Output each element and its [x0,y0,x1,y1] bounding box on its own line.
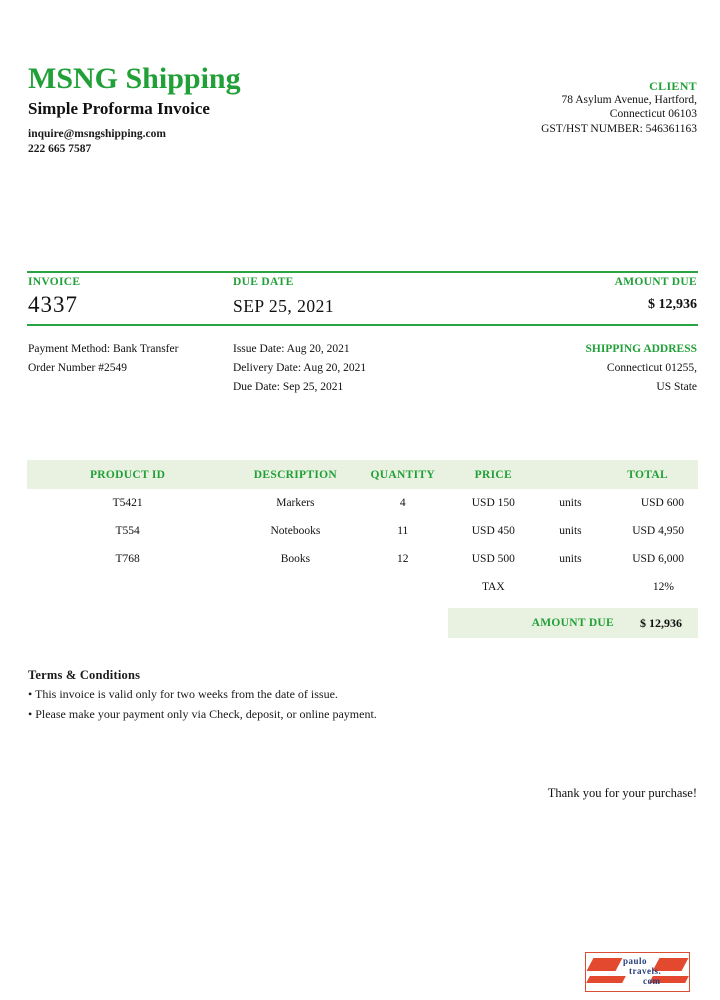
paulo-travels-logo [585,952,690,992]
cell-price: USD 500 [471,553,515,565]
cell-description: Notebooks [270,525,321,537]
column-header-price: PRICE [474,468,512,481]
tax-label: TAX [481,581,505,593]
table-row [27,489,698,517]
logo-stripe-icon [586,976,626,983]
shipping-address-line2: US State [656,381,697,393]
thank-you-message: Thank you for your purchase! [547,786,697,800]
logo-text-line: travels. [629,966,662,976]
items-table [27,460,698,638]
amount-due-band-value: $ 12,936 [639,616,682,630]
summary-divider-top [27,271,698,273]
issue-date: Issue Date: Aug 20, 2021 [233,343,350,355]
cell-product-id: T554 [115,525,140,537]
table-header-row [27,460,698,489]
cell-quantity: 4 [399,497,406,509]
invoice-type-subtitle: Simple Proforma Invoice [28,99,210,118]
order-number: Order Number #2549 [28,362,128,374]
terms-item: • Please make your payment only via Check, deposit, or online payment. [28,707,377,721]
logo-stripe-icon [587,958,623,971]
logo-text-line: com [643,976,661,986]
summary-divider-bottom [27,324,698,326]
date-details [233,340,366,397]
company-name: MSNG Shipping [28,62,241,95]
cell-price: USD 150 [471,497,515,509]
amount-due-band-label: AMOUNT DUE [531,617,615,629]
invoice-number: 4337 [28,292,78,317]
cell-product-id: T768 [115,553,140,565]
amount-due-label: AMOUNT DUE [614,276,697,288]
client-address-line1: 78 Asylum Avenue, Hartford, [561,94,697,106]
amount-due-value: $ 12,936 [648,297,697,312]
table-row [27,517,698,545]
due-date-detail: Due Date: Sep 25, 2021 [233,381,344,393]
column-header-total: TOTAL [627,468,668,481]
amount-due-band [448,608,698,638]
client-block [541,79,697,135]
company-email: inquire@msngshipping.com [28,128,166,140]
cell-unit: units [559,525,582,537]
cell-total: USD 4,950 [632,525,684,537]
due-date-label: DUE DATE [233,276,294,288]
payment-method: Payment Method: Bank Transfer [28,343,179,355]
cell-unit: units [559,553,582,565]
cell-quantity: 12 [396,553,409,565]
tax-value: 12% [652,581,674,593]
cell-description: Books [280,553,311,565]
column-header-product-id: PRODUCT ID [89,468,166,481]
terms-and-conditions [28,668,377,723]
cell-total: USD 6,000 [632,553,684,565]
company-phone: 222 665 7587 [28,143,92,155]
invoice-label: INVOICE [28,276,81,288]
logo-text-line: paulo [623,956,648,966]
due-date-value: SEP 25, 2021 [233,296,335,316]
client-gst-number: GST/HST NUMBER: 546361163 [541,123,697,135]
cell-price: USD 450 [471,525,515,537]
table-row [27,545,698,573]
client-label: CLIENT [649,79,697,93]
company-block [28,62,241,155]
column-header-description: DESCRIPTION [253,468,337,481]
terms-item: • This invoice is valid only for two weeks from the date of issue. [28,687,338,701]
terms-title: Terms & Conditions [28,668,141,682]
client-address-line2: Connecticut 06103 [609,107,697,120]
cell-product-id: T5421 [112,497,143,509]
shipping-address-label: SHIPPING ADDRESS [585,343,697,355]
cell-description: Markers [276,497,315,509]
cell-quantity: 11 [397,525,409,537]
cell-unit: units [559,497,582,509]
cell-total: USD 600 [640,497,684,509]
column-header-quantity: QUANTITY [370,468,435,481]
payment-details [28,340,178,378]
shipping-address-line1: Connecticut 01255, [606,362,697,374]
delivery-date: Delivery Date: Aug 20, 2021 [233,362,367,374]
tax-row [27,573,698,601]
shipping-address-block [585,340,697,397]
